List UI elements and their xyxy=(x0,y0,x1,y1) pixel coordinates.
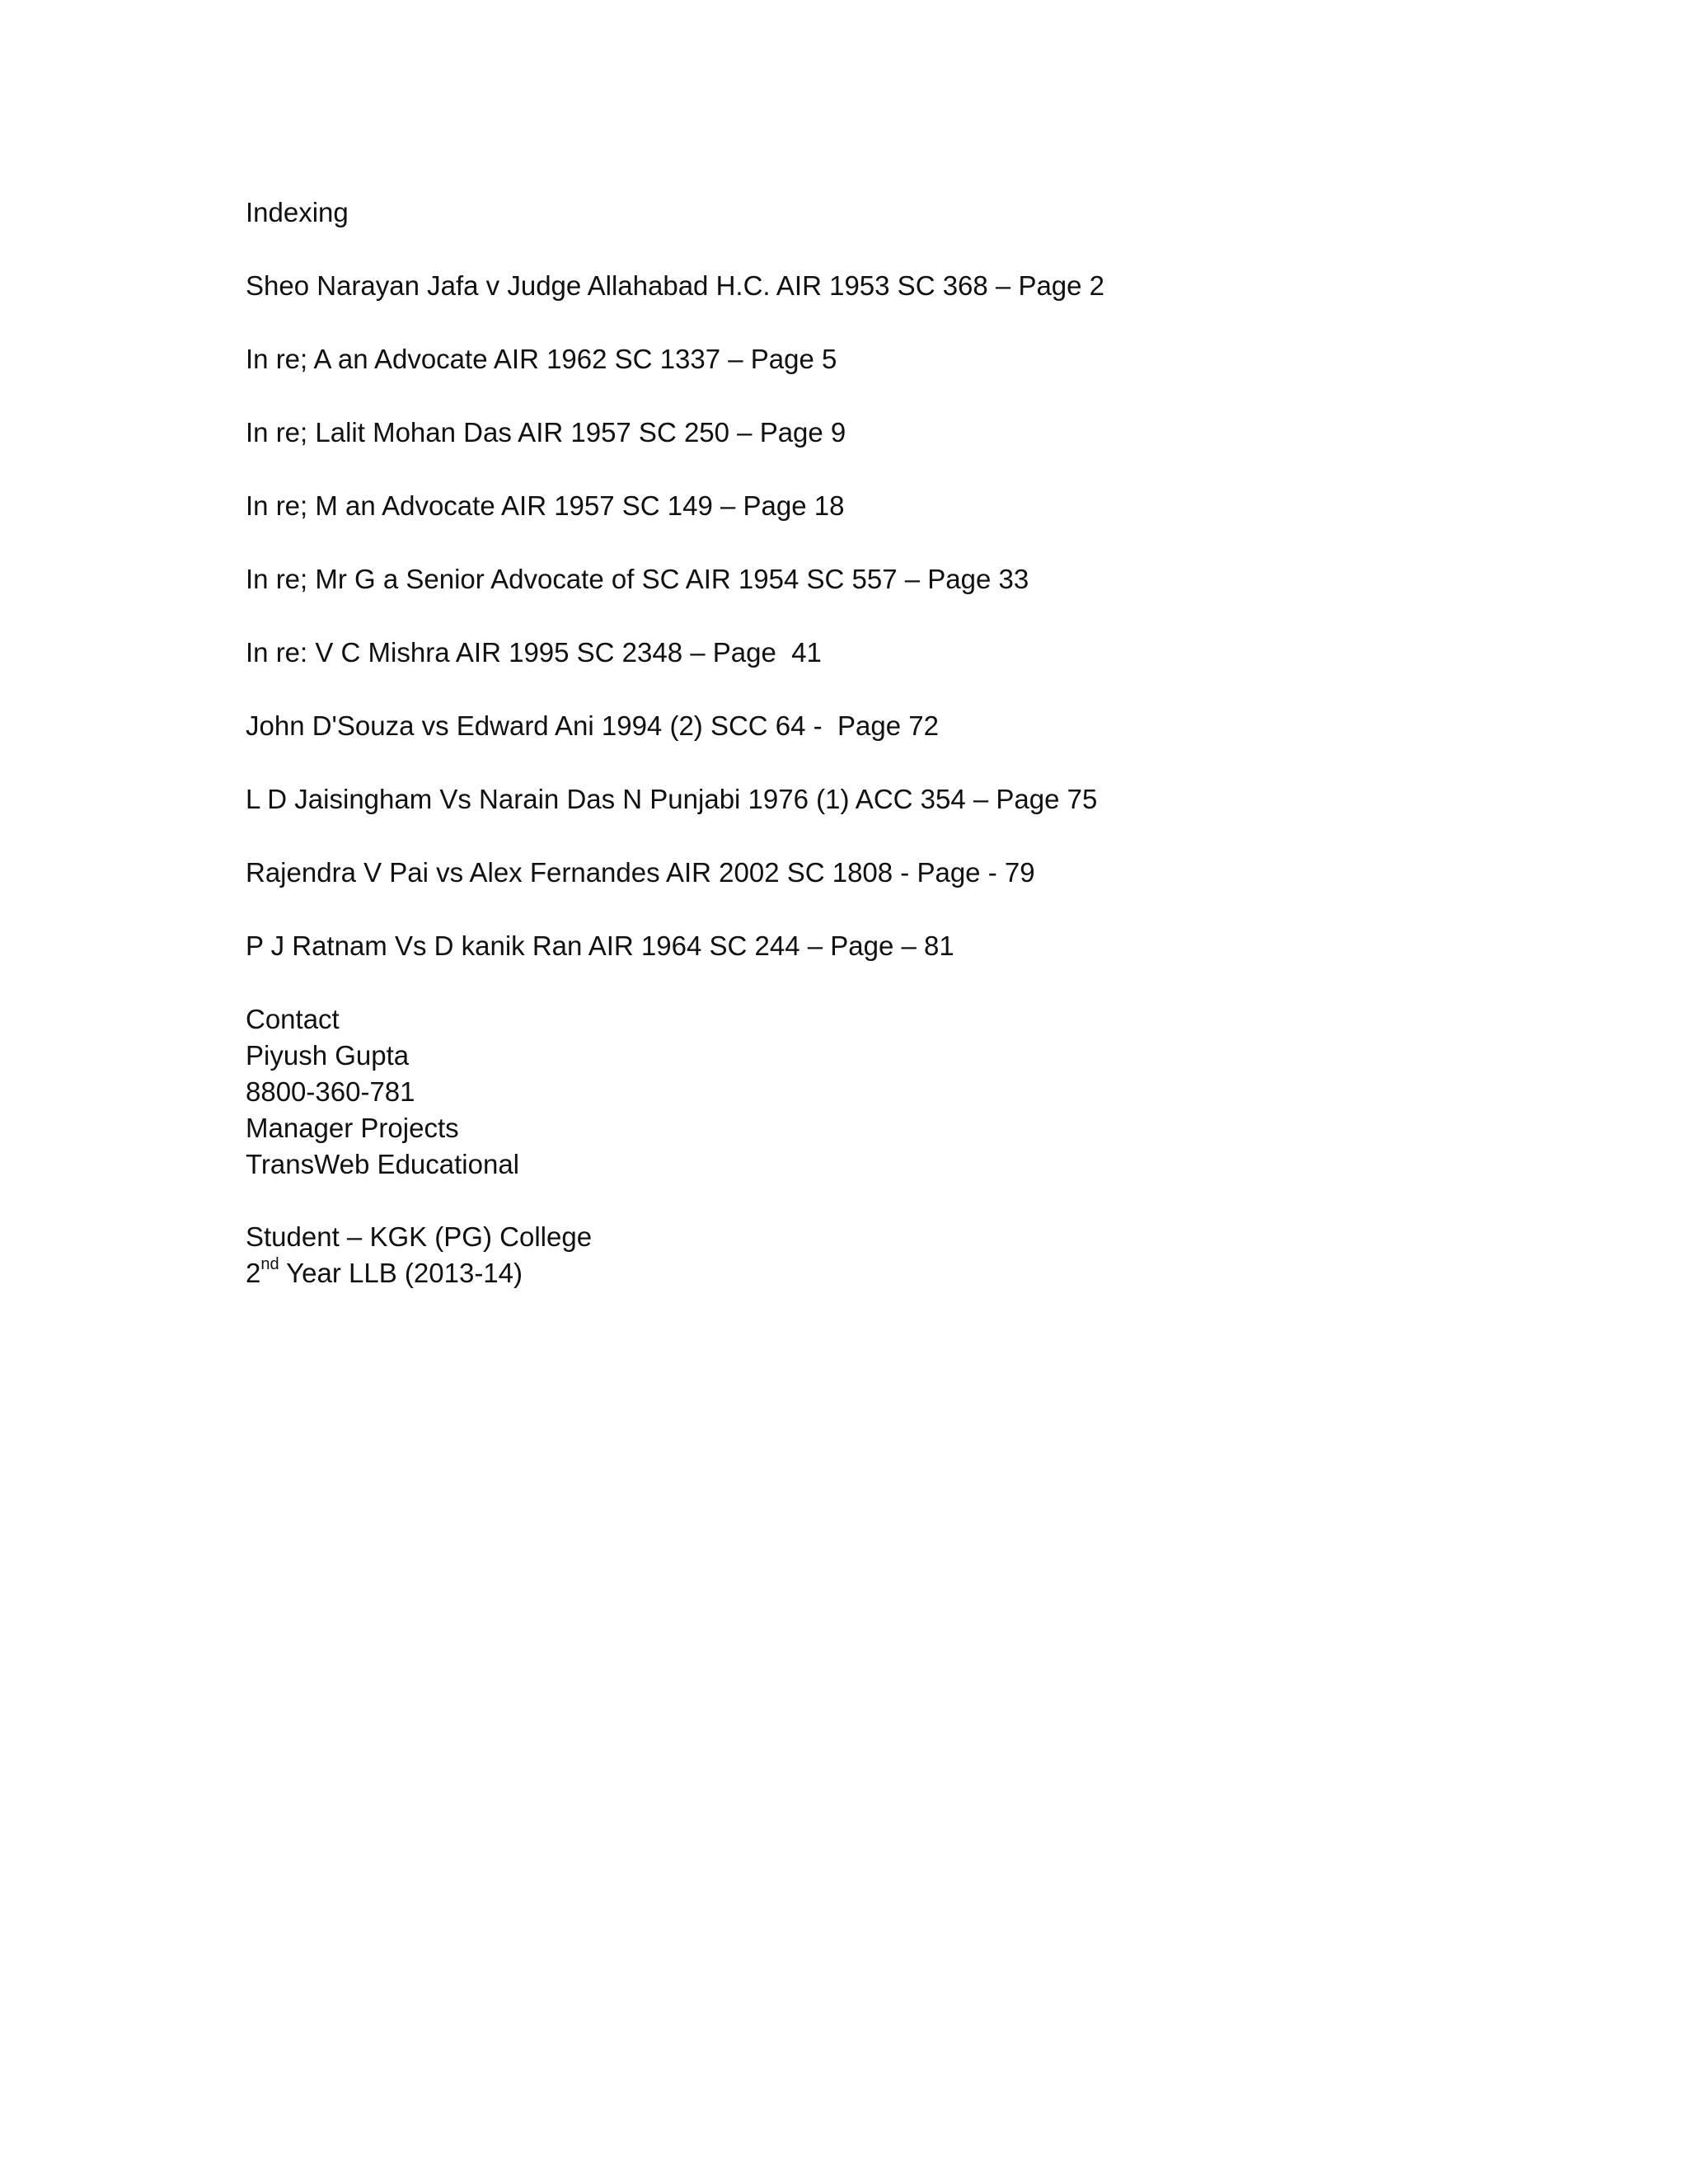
document-content xyxy=(246,194,1564,1291)
index-entry: In re; Mr G a Senior Advocate of SC AIR 1954 SC 557 – Page 33 xyxy=(246,564,1029,594)
index-entry: John D'Souza vs Edward Ani 1994 (2) SCC 64 - Page 72 xyxy=(246,710,939,741)
student-block xyxy=(246,1219,1564,1291)
index-entry: In re; Lalit Mohan Das AIR 1957 SC 250 – Page 9 xyxy=(246,417,846,448)
contact-label: Contact xyxy=(246,1004,340,1034)
index-entry: P J Ratnam Vs D kanik Ran AIR 1964 SC 244 – Page – 81 xyxy=(246,930,954,961)
index-entry-list xyxy=(246,268,1564,964)
student-college: Student – KGK (PG) College xyxy=(246,1221,593,1252)
index-entry: In re; A an Advocate AIR 1962 SC 1337 – Page 5 xyxy=(246,344,837,374)
contact-organization: TransWeb Educational xyxy=(246,1149,520,1179)
student-year-rest: Year LLB (2013-14) xyxy=(279,1258,523,1288)
student-year xyxy=(246,1255,1564,1291)
contact-name: Piyush Gupta xyxy=(246,1040,410,1071)
index-entry: In re: V C Mishra AIR 1995 SC 2348 – Page 41 xyxy=(246,637,822,668)
student-year-suffix: nd xyxy=(260,1255,279,1273)
index-entry: In re; M an Advocate AIR 1957 SC 149 – Page 18 xyxy=(246,490,845,521)
contact-phone: 8800-360-781 xyxy=(246,1076,415,1107)
index-entry: Sheo Narayan Jafa v Judge Allahabad H.C. AIR 1953 SC 368 – Page 2 xyxy=(246,270,1105,301)
contact-block xyxy=(246,1001,1564,1183)
index-entry: L D Jaisingham Vs Narain Das N Punjabi 1976 (1) ACC 354 – Page 75 xyxy=(246,784,1098,814)
contact-role: Manager Projects xyxy=(246,1113,459,1143)
index-entry: Rajendra V Pai vs Alex Fernandes AIR 2002 SC 1808 - Page - 79 xyxy=(246,857,1035,888)
student-year-number: 2 xyxy=(246,1258,261,1288)
index-heading: Indexing xyxy=(246,197,349,227)
